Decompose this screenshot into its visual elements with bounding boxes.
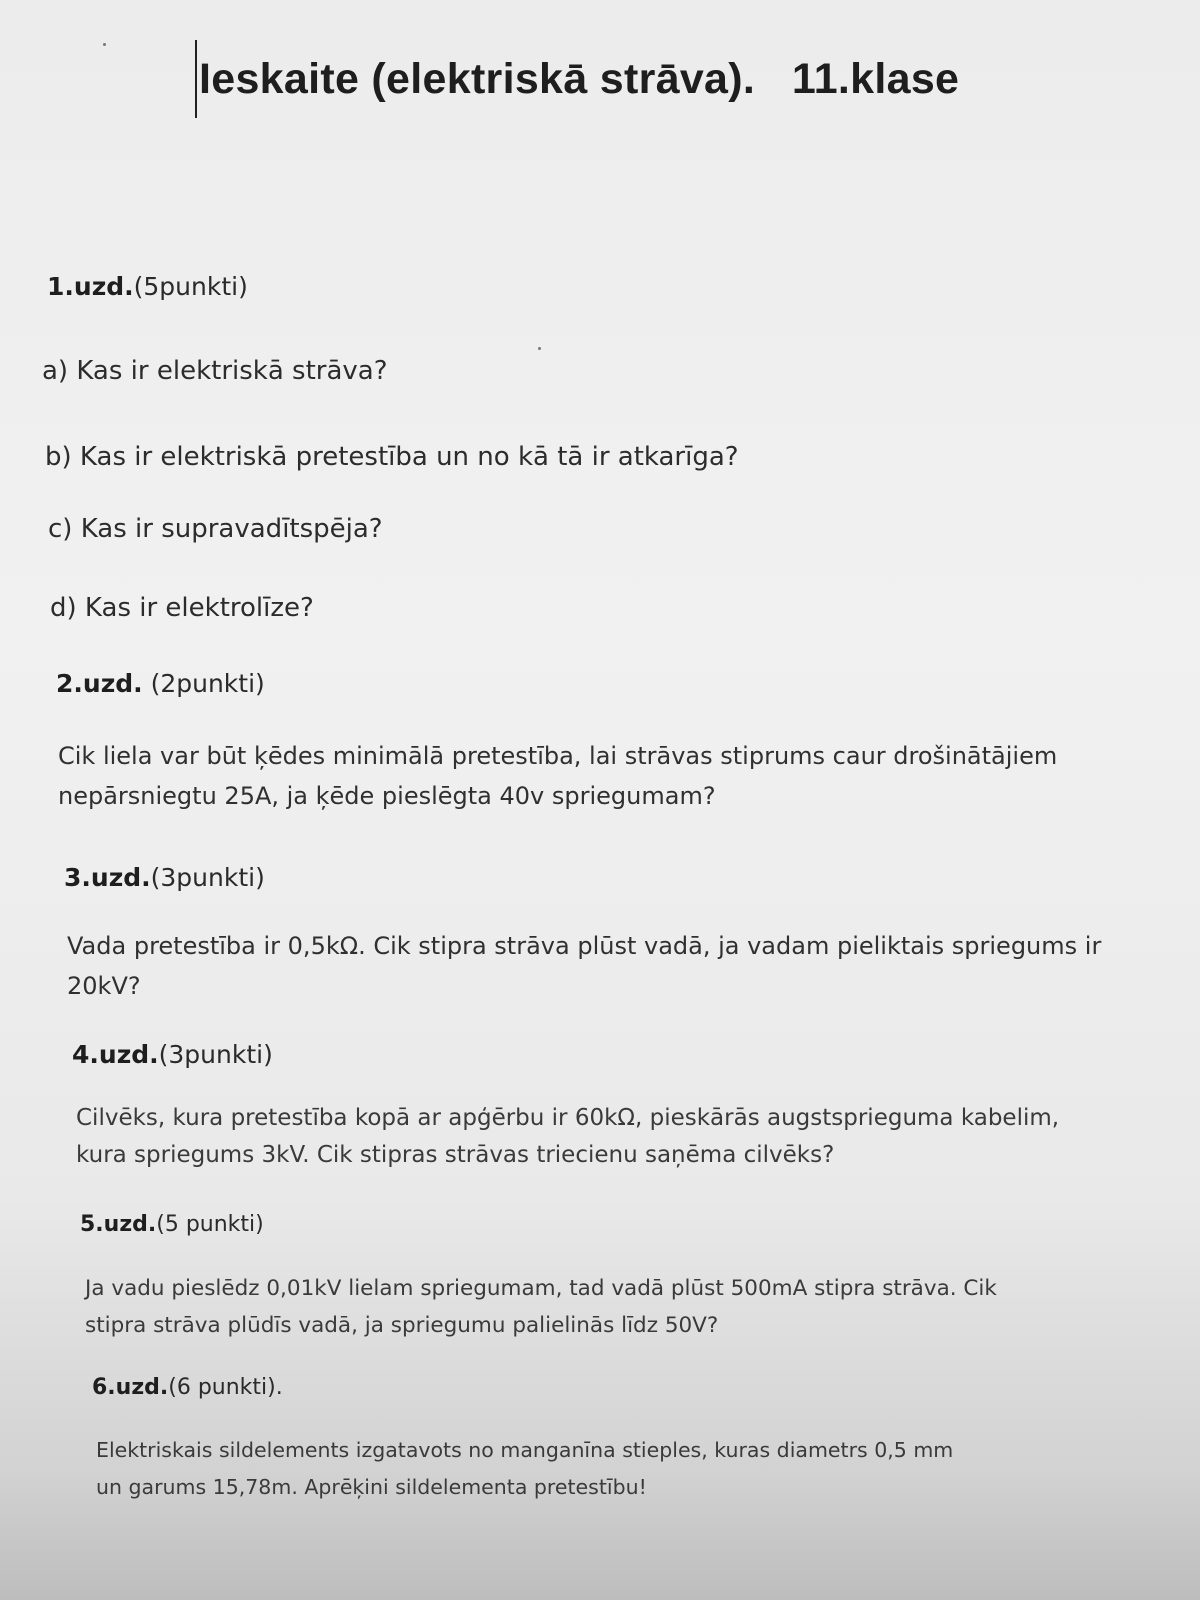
task-3-line-1: Vada pretestība ir 0,5kΩ. Cik stipra strāva plūst vadā, ja vadam pieliktais spriegums ir xyxy=(67,932,1102,960)
task-6-text xyxy=(96,1432,953,1506)
task-5-text xyxy=(85,1270,997,1344)
title-row xyxy=(195,40,959,118)
speck xyxy=(103,43,106,46)
task-1-question-d: d) Kas ir elektrolīze? xyxy=(50,593,314,623)
task-2-text xyxy=(58,736,1057,816)
task-1-question-a: a) Kas ir elektriskā strāva? xyxy=(42,356,388,386)
text-cursor xyxy=(195,40,197,118)
task-5-line-1: Ja vadu pieslēdz 0,01kV lielam spriegumam, tad vadā plūst 500mA stipra strāva. Cik xyxy=(85,1276,997,1301)
task-6-heading xyxy=(92,1375,283,1400)
task-2-line-1: Cik liela var būt ķēdes minimālā pretestība, lai strāvas stiprums caur drošinātājiem xyxy=(58,742,1058,770)
task-4-number: 4.uzd. xyxy=(72,1040,159,1069)
task-4-text xyxy=(76,1100,1059,1174)
task-1-question-b: b) Kas ir elektriskā pretestība un no kā tā ir atkarīga? xyxy=(45,442,739,472)
task-2-number: 2.uzd. xyxy=(56,669,143,698)
task-2-line-2: nepārsniegtu 25A, ja ķēde pieslēgta 40v spriegumam? xyxy=(58,782,716,810)
task-3-line-2: 20kV? xyxy=(67,972,141,1000)
task-1-heading xyxy=(47,272,248,301)
task-6-number: 6.uzd. xyxy=(92,1375,169,1400)
task-3-number: 3.uzd. xyxy=(64,863,151,892)
task-4-line-2: kura spriegums 3kV. Cik stipras strāvas triecienu saņēma cilvēks? xyxy=(76,1142,835,1168)
task-1-points: (5punkti) xyxy=(133,272,248,301)
speck xyxy=(538,347,541,350)
task-4-points: (3punkti) xyxy=(158,1040,273,1069)
task-5-heading xyxy=(80,1212,264,1237)
task-5-line-2: stipra strāva plūdīs vadā, ja spriegumu palielinās līdz 50V? xyxy=(85,1313,719,1338)
task-1-number: 1.uzd. xyxy=(47,272,134,301)
task-4-line-1: Cilvēks, kura pretestība kopā ar apģērbu ir 60kΩ, pieskārās augstsprieguma kabelim, xyxy=(76,1105,1060,1131)
task-3-text xyxy=(67,926,1101,1006)
task-1-question-c: c) Kas ir supravadītspēja? xyxy=(48,514,383,544)
task-2-heading xyxy=(56,669,265,698)
task-5-number: 5.uzd. xyxy=(80,1212,157,1237)
task-6-line-1: Elektriskais sildelements izgatavots no manganīna stieples, kuras diametrs 0,5 mm xyxy=(96,1438,954,1462)
task-3-points: (3punkti) xyxy=(150,863,265,892)
task-5-points: (5 punkti) xyxy=(156,1212,264,1237)
page-title: Ieskaite (elektriskā strāva). 11.klase xyxy=(199,54,960,103)
task-3-heading xyxy=(64,863,265,892)
task-2-points: (2punkti) xyxy=(142,669,265,698)
task-4-heading xyxy=(72,1040,273,1069)
task-6-points: (6 punkti). xyxy=(168,1375,283,1400)
task-6-line-2: un garums 15,78m. Aprēķini sildelementa pretestību! xyxy=(96,1475,647,1499)
